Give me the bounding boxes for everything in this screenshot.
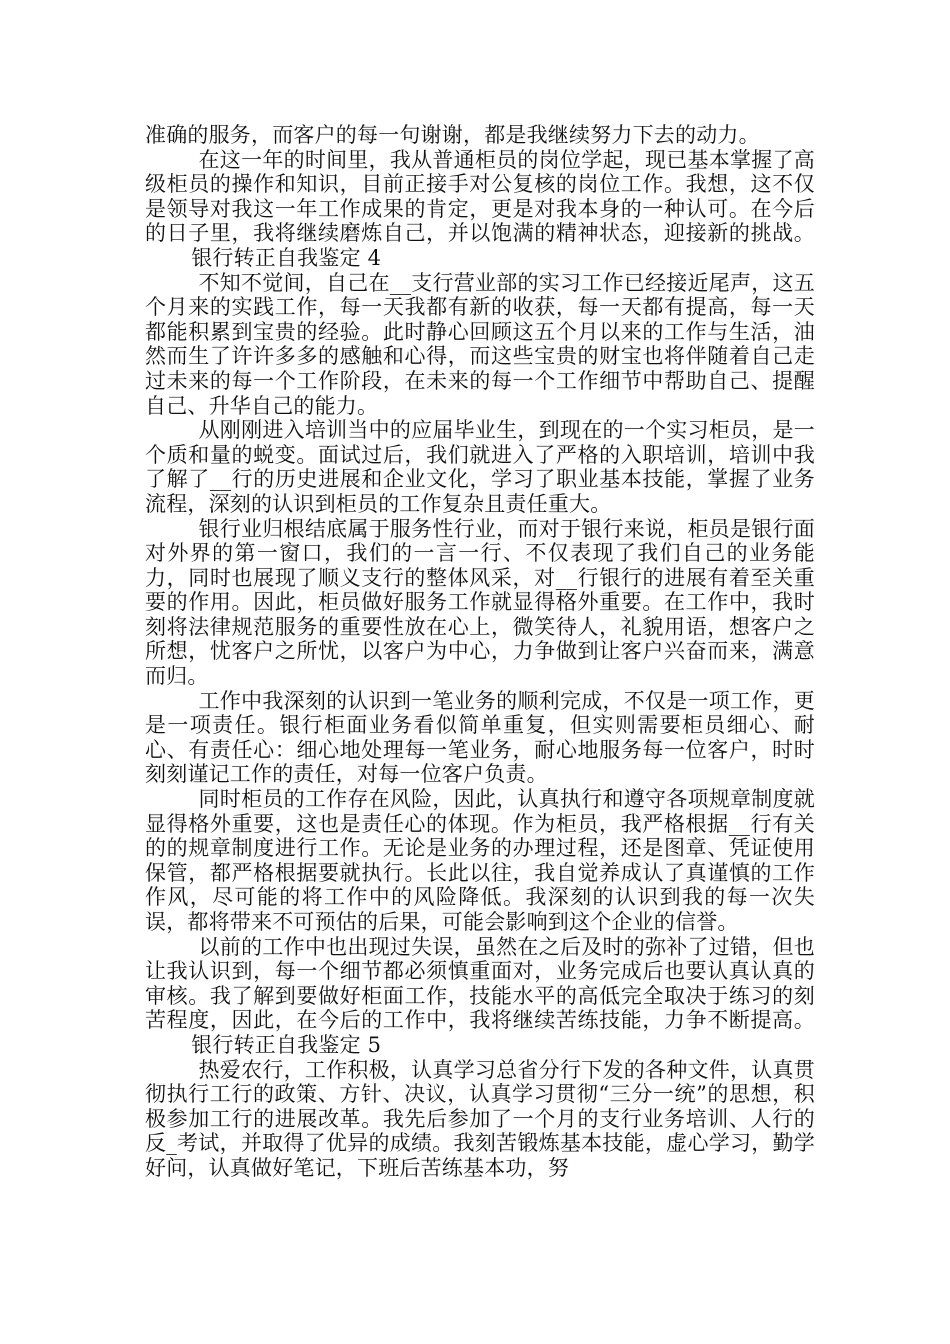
paragraph-text: 工作中我深刻的认识到一笔业务的顺利完成，不仅是一项工作，更是一项责任。银行柜面业务看似简单重复，但实则需要柜员细心、耐心、有责任心：细心地处理每一笔业务，耐心地服务每一位客户，时时刻刻谨记工作的责任，对每一位客户负责。 <box>145 688 815 787</box>
paragraph-text: 准确的服务，而客户的每一句谢谢，都是我继续努力下去的动力。 <box>145 123 760 147</box>
section-heading-5: 银行转正自我鉴定 5 <box>191 1032 382 1057</box>
section-heading-4: 银行转正自我鉴定 4 <box>191 245 382 270</box>
paragraph-text: 银行业归根结底属于服务性行业，而对于银行来说，柜员是银行面对外界的第一窗口，我们的一言一行、不仅表现了我们自己的业务能力，同时也展现了顺义支行的整体风采，对__行银行的进展有着至关重要的作用。因此，柜员做好服务工作就显得格外重要。在工作中，我时刻将法律规范服务的重要性放在心上，微笑待人，礼貌用语，想客户之所想，忧客户之所忧，以客户为中心，力争做到让客户兴奋而来，满意而归。 <box>145 516 815 689</box>
paragraph-text: 在这一年的时间里，我从普通柜员的岗位学起，现已基本掌握了高级柜员的操作和知识，目前正接手对公复核的岗位工作。我想，这不仅是领导对我这一年工作成果的肯定，更是对我本身的一种认可。在今后的日子里，我将继续磨炼自己，并以饱满的精神状态，迎接新的挑战。 <box>145 147 815 246</box>
paragraph-2 <box>145 148 815 271</box>
paragraph-text: 不知不觉间，自己在__支行营业部的实习工作已经接近尾声，这五个月来的实践工作，每一天我都有新的收获，每一天都有提高，每一天都能积累到宝贵的经验。此时静心回顾这五个月以来的工作与生活，油然而生了许许多多的感触和心得，而这些宝贵的财宝也将伴随着自己走过未来的每一个工作阶段，在未来的每一个工作细节中帮助自己、提醒自己、升华自己的能力。 <box>145 270 815 418</box>
paragraph-1 <box>145 123 815 148</box>
paragraph-text: 以前的工作中也出现过失误，虽然在之后及时的弥补了过错，但也让我认识到，每一个细节都必须慎重面对，业务完成后也要认真认真的审核。我了解到要做好柜面工作，技能水平的高低完全取决于练习的刻苦程度，因此，在今后的工作中，我将继续苦练技能，力争不断提高。 <box>145 934 815 1033</box>
paragraph-9 <box>145 1058 815 1181</box>
paragraph-5 <box>145 517 815 689</box>
paragraph-text: 从刚刚进入培训当中的应届毕业生，到现在的一个实习柜员，是一个质和量的蜕变。面试过后，我们就进入了严格的入职培训，培训中我了解了__行的历史进展和企业文化，学习了职业基本技能，掌握了业务流程，深刻的认识到柜员的工作复杂且责任重大。 <box>145 418 815 516</box>
paragraph-text: 同时柜员的工作存在风险，因此，认真执行和遵守各项规章制度就显得格外重要，这也是责任心的体现。作为柜员，我严格根据__行有关的的规章制度进行工作。无论是业务的办理过程，还是图章、凭证使用保管，都严格根据要就执行。长此以往，我自觉养成认了真谨慎的工作作风，尽可能的将工作中的风险降低。我深刻的认识到我的每一次失误，都将带来不可预估的后果，可能会影响到这个企业的信誉。 <box>145 787 815 934</box>
document-body <box>145 123 815 1181</box>
paragraph-text: 热爱农行，工作积极，认真学习总省分行下发的各种文件，认真贯彻执行工行的政策、方针、决议，认真学习贯彻“三分一统”的思想，积极参加工行的进展改革。我先后参加了一个月的支行业务培训、人行的反_考试，并取得了优异的成绩。我刻苦锻炼基本技能，虚心学习，勤学好问，认真做好笔记，下班后苦练基本功，努 <box>145 1057 815 1180</box>
paragraph-7 <box>145 787 815 935</box>
paragraph-6 <box>145 689 815 787</box>
paragraph-8 <box>145 935 815 1058</box>
paragraph-4 <box>145 418 815 516</box>
paragraph-3 <box>145 271 815 419</box>
